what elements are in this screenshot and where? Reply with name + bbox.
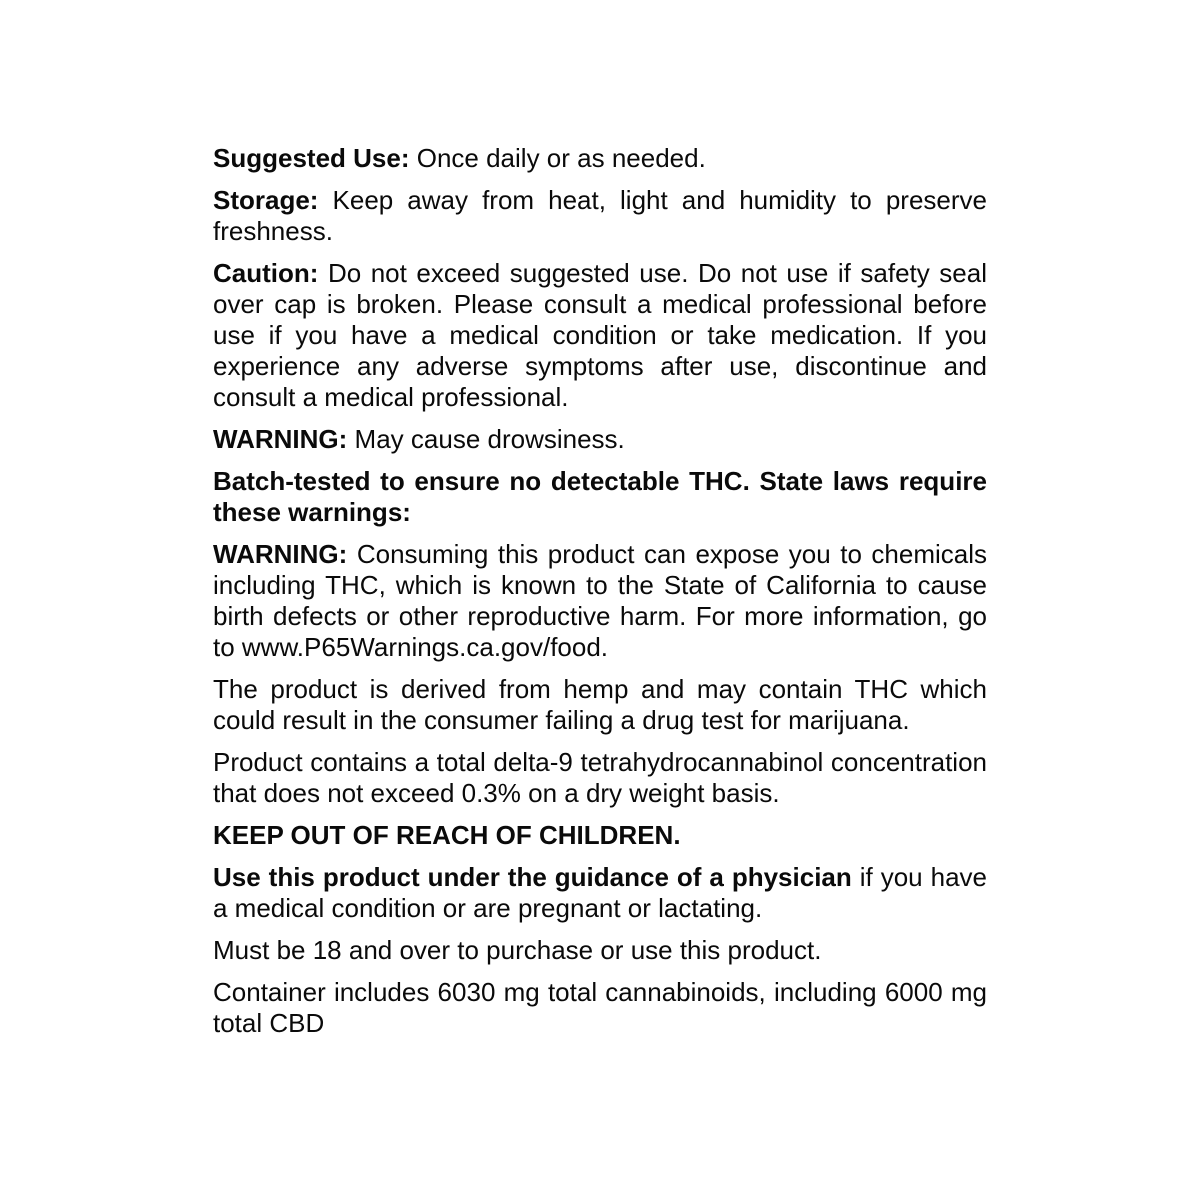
cannabinoid-content-paragraph: [213, 977, 987, 1039]
physician-guidance-paragraph: [213, 862, 987, 924]
age-requirement-paragraph: [213, 935, 987, 966]
warning-drowsiness-lead: WARNING:: [213, 424, 348, 454]
physician-guidance-lead: Use this product under the guidance of a physician: [213, 862, 852, 892]
batch-tested-lead: Batch-tested to ensure no detectable THC. State laws require these warnings:: [213, 466, 987, 527]
batch-tested-heading: [213, 466, 987, 528]
warning-drowsiness-text: May cause drowsiness.: [347, 424, 625, 454]
caution-lead: Caution:: [213, 258, 319, 288]
product-label-text-block: [213, 143, 987, 1039]
suggested-use-lead: Suggested Use:: [213, 143, 410, 173]
caution-paragraph: [213, 258, 987, 413]
storage-lead: Storage:: [213, 185, 319, 215]
caution-text: Do not exceed suggested use. Do not use if safety seal over cap is broken. Please consult a medical professional before use if you have a medical condition or take medication. If you experience any adverse symptoms after use, discontinue and consult a medical professional.: [213, 258, 987, 412]
keep-out-of-reach-lead: KEEP OUT OF REACH OF CHILDREN.: [213, 820, 681, 850]
hemp-derived-text: The product is derived from hemp and may contain THC which could result in the consumer failing a drug test for marijuana.: [213, 674, 987, 735]
prop65-warning-text: Consuming this product can expose you to chemicals including THC, which is known to the State of California to cause birth defects or other reproductive harm. For more information, go to www.P65Warnings.ca.gov/food.: [213, 539, 987, 662]
hemp-derived-paragraph: [213, 674, 987, 736]
prop65-warning-lead: WARNING:: [213, 539, 348, 569]
physician-guidance-text: if you have a medical condition or are pregnant or lactating.: [213, 862, 987, 923]
storage-paragraph: [213, 185, 987, 247]
delta9-concentration-text: Product contains a total delta-9 tetrahydrocannabinol concentration that does not exceed 0.3% on a dry weight basis.: [213, 747, 987, 808]
suggested-use-text: Once daily or as needed.: [409, 143, 706, 173]
suggested-use-paragraph: [213, 143, 987, 174]
prop65-warning-paragraph: [213, 539, 987, 663]
warning-drowsiness-paragraph: [213, 424, 987, 455]
cannabinoid-content-text: Container includes 6030 mg total cannabinoids, including 6000 mg total CBD: [213, 977, 987, 1038]
storage-text: Keep away from heat, light and humidity to preserve freshness.: [213, 185, 987, 246]
keep-out-of-reach-heading: [213, 820, 987, 851]
age-requirement-text: Must be 18 and over to purchase or use this product.: [213, 935, 822, 965]
delta9-concentration-paragraph: [213, 747, 987, 809]
